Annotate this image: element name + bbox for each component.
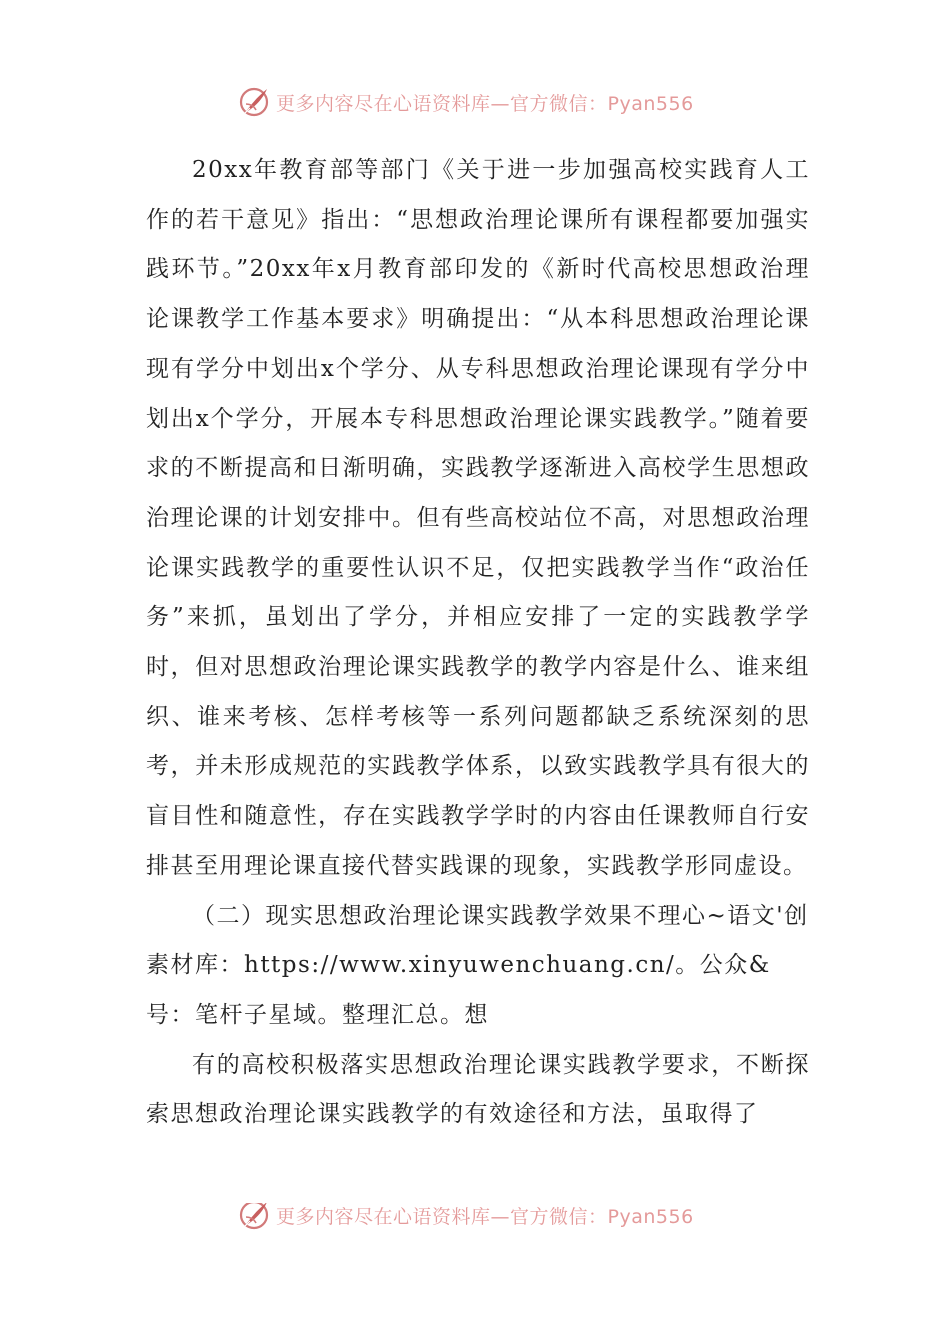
document-body	[146, 146, 810, 1140]
quill-pen-logo-icon	[236, 1203, 272, 1233]
quill-pen-logo-icon	[236, 84, 272, 120]
footer-banner	[236, 1203, 694, 1233]
header-banner-text: 更多内容尽在心语资料库—官方微信：Pyan556	[276, 92, 694, 115]
header-banner	[236, 84, 694, 120]
body-paragraph: 20xx年教育部等部门《关于进一步加强高校实践育人工作的若干意见》指出：“思想政治理论课所有课程都要加强实践环节。”20xx年x月教育部印发的《新时代高校思想政治理论课教学工作基本要求》明确提出：“从本科思想政治理论课现有学分中划出x个学分、从专科思想政治理论课现有学分中划出x个学分，开展本专科思想政治理论课实践教学。”随着要求的不断提高和日渐明确，实践教学逐渐进入高校学生思想政治理论课的计划安排中。但有些高校站位不高，对思想政治理论课实践教学的重要性认识不足，仅把实践教学当作“政治任务”来抓，虽划出了学分，并相应安排了一定的实践教学学时，但对思想政治理论课实践教学的教学内容是什么、谁来组织、谁来考核、怎样考核等一系列问题都缺乏系统深刻的思考，并未形成规范的实践教学体系，以致实践教学具有很大的盲目性和随意性，存在实践教学学时的内容由任课教师自行安排甚至用理论课直接代替实践课的现象，实践教学形同虚设。	[146, 157, 810, 879]
footer-banner-text: 更多内容尽在心语资料库—官方微信：Pyan556	[276, 1205, 694, 1228]
section-heading: （二）现实思想政治理论课实践教学效果不理心~语文'创素材库：https://www.xinyuwenchuang.cn/。公众&号：笔杆子星域。整理汇总。想	[146, 902, 809, 1028]
body-paragraph: 有的高校积极落实思想政治理论课实践教学要求，不断探索思想政治理论课实践教学的有效途径和方法，虽取得了	[146, 1051, 810, 1128]
